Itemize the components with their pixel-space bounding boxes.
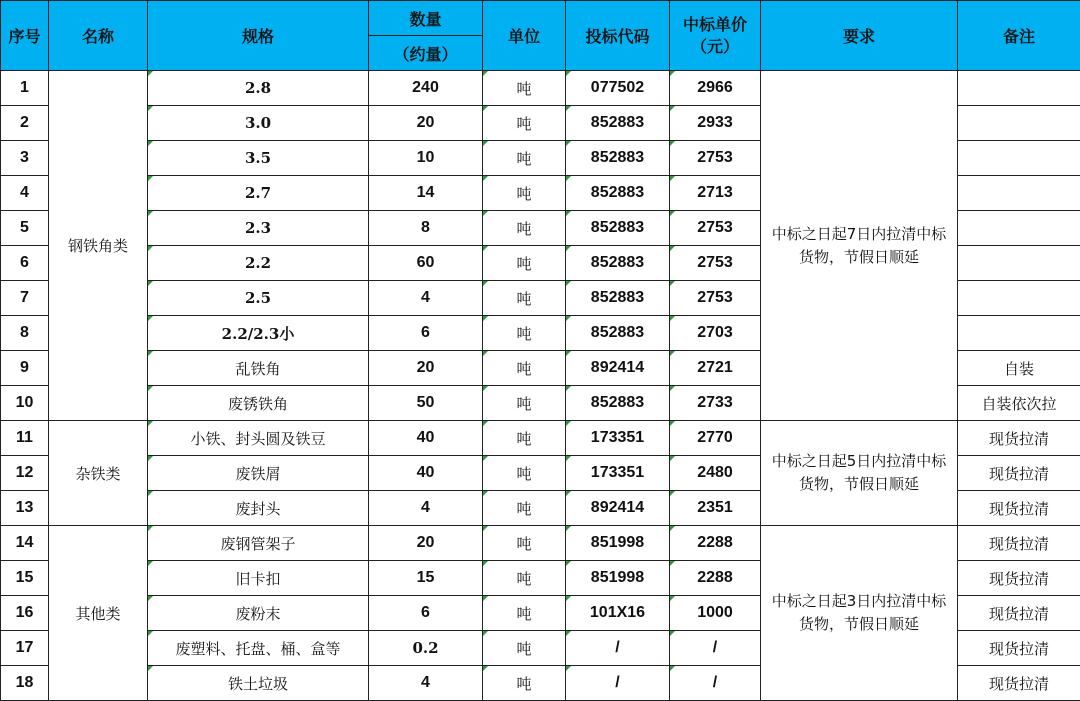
note-cell [958,281,1080,316]
qty-cell: 40 [369,456,483,491]
qty-cell: 20 [369,106,483,141]
code-cell: 852883 [566,141,670,176]
header-note: 备注 [958,1,1080,71]
unit-cell: 吨 [483,71,566,106]
code-cell: 852883 [566,176,670,211]
header-spec: 规格 [148,1,369,71]
code-cell: 101X16 [566,596,670,631]
category-cell: 其他类 [49,526,148,701]
code-cell: 852883 [566,211,670,246]
unit-cell: 吨 [483,561,566,596]
header-qty: 数量 [369,1,483,36]
requirement-cell: 中标之日起7日内拉清中标货物，节假日顺延 [761,71,958,421]
qty-cell: 15 [369,561,483,596]
header-price-top: 中标单价 [683,15,747,34]
seq-cell: 12 [1,456,49,491]
unit-cell: 吨 [483,631,566,666]
note-cell [958,141,1080,176]
seq-cell: 7 [1,281,49,316]
qty-cell: 6 [369,316,483,351]
seq-cell: 3 [1,141,49,176]
qty-cell: 60 [369,246,483,281]
code-cell: 852883 [566,246,670,281]
unit-cell: 吨 [483,666,566,701]
spec-cell: 废钢管架子 [148,526,369,561]
seq-cell: 17 [1,631,49,666]
price-cell: 2288 [670,526,761,561]
code-cell: 851998 [566,561,670,596]
spec-cell: 3.0 [148,106,369,141]
unit-cell: 吨 [483,211,566,246]
note-cell [958,106,1080,141]
header-price [670,1,761,71]
seq-cell: 8 [1,316,49,351]
spec-cell: 2.2 [148,246,369,281]
code-cell: / [566,666,670,701]
seq-cell: 2 [1,106,49,141]
unit-cell: 吨 [483,281,566,316]
spec-cell: 小铁、封头圆及铁豆 [148,421,369,456]
note-cell: 自装 [958,351,1080,386]
category-cell: 钢铁角类 [49,71,148,421]
spec-cell: 铁土垃圾 [148,666,369,701]
unit-cell: 吨 [483,596,566,631]
price-cell: 2721 [670,351,761,386]
qty-cell: 240 [369,71,483,106]
unit-cell: 吨 [483,491,566,526]
note-cell: 现货拉清 [958,596,1080,631]
note-cell: 现货拉清 [958,491,1080,526]
note-cell: 现货拉清 [958,631,1080,666]
seq-cell: 10 [1,386,49,421]
code-cell: 173351 [566,421,670,456]
price-cell: 2703 [670,316,761,351]
seq-cell: 16 [1,596,49,631]
code-cell: 852883 [566,281,670,316]
qty-cell: 4 [369,281,483,316]
price-cell: / [670,666,761,701]
price-cell: 2753 [670,246,761,281]
spec-cell: 2.3 [148,211,369,246]
header-req: 要求 [761,1,958,71]
qty-cell: 50 [369,386,483,421]
seq-cell: 9 [1,351,49,386]
unit-cell: 吨 [483,421,566,456]
price-cell: 2733 [670,386,761,421]
category-cell: 杂铁类 [49,421,148,526]
note-cell [958,246,1080,281]
price-cell: 2351 [670,491,761,526]
seq-cell: 6 [1,246,49,281]
unit-cell: 吨 [483,246,566,281]
note-cell: 现货拉清 [958,421,1080,456]
header-price-bottom: （元） [691,37,739,56]
spec-cell: 3.5 [148,141,369,176]
qty-cell: 20 [369,526,483,561]
price-cell: 2753 [670,141,761,176]
spec-cell: 废塑料、托盘、桶、盒等 [148,631,369,666]
price-cell: 2288 [670,561,761,596]
note-cell: 现货拉清 [958,561,1080,596]
code-cell: / [566,631,670,666]
code-cell: 173351 [566,456,670,491]
spec-cell: 旧卡扣 [148,561,369,596]
unit-cell: 吨 [483,176,566,211]
header-unit: 单位 [483,1,566,71]
seq-cell: 15 [1,561,49,596]
header-qty-approx: （约量） [369,36,483,71]
requirement-cell: 中标之日起5日内拉清中标货物，节假日顺延 [761,421,958,526]
spec-cell: 废封头 [148,491,369,526]
table-row [1,71,1080,106]
spec-cell: 废铁屑 [148,456,369,491]
price-cell: / [670,631,761,666]
price-cell: 2933 [670,106,761,141]
qty-cell: 0.2 [369,631,483,666]
code-cell: 892414 [566,491,670,526]
price-cell: 2713 [670,176,761,211]
code-cell: 892414 [566,351,670,386]
qty-cell: 4 [369,491,483,526]
seq-cell: 14 [1,526,49,561]
header-code: 投标代码 [566,1,670,71]
header-name: 名称 [49,1,148,71]
qty-cell: 10 [369,141,483,176]
seq-cell: 1 [1,71,49,106]
qty-cell: 40 [369,421,483,456]
code-cell: 852883 [566,106,670,141]
spec-cell: 2.2/2.3小 [148,316,369,351]
unit-cell: 吨 [483,456,566,491]
note-cell [958,176,1080,211]
qty-cell: 6 [369,596,483,631]
note-cell: 现货拉清 [958,526,1080,561]
note-cell [958,316,1080,351]
note-cell: 现货拉清 [958,666,1080,701]
qty-cell: 14 [369,176,483,211]
code-cell: 852883 [566,386,670,421]
spec-cell: 2.5 [148,281,369,316]
table-row [1,526,1080,561]
unit-cell: 吨 [483,106,566,141]
seq-cell: 4 [1,176,49,211]
seq-cell: 5 [1,211,49,246]
table-row [1,421,1080,456]
qty-cell: 8 [369,211,483,246]
seq-cell: 18 [1,666,49,701]
spec-cell: 废锈铁角 [148,386,369,421]
code-cell: 077502 [566,71,670,106]
spec-cell: 废粉末 [148,596,369,631]
note-cell: 现货拉清 [958,456,1080,491]
qty-cell: 4 [369,666,483,701]
spec-cell: 2.8 [148,71,369,106]
note-cell [958,71,1080,106]
price-cell: 2770 [670,421,761,456]
requirement-cell: 中标之日起3日内拉清中标货物，节假日顺延 [761,526,958,701]
price-cell: 2753 [670,211,761,246]
unit-cell: 吨 [483,351,566,386]
seq-cell: 11 [1,421,49,456]
unit-cell: 吨 [483,316,566,351]
spec-cell: 2.7 [148,176,369,211]
header-seq: 序号 [1,1,49,71]
price-cell: 2753 [670,281,761,316]
note-cell [958,211,1080,246]
price-cell: 2966 [670,71,761,106]
price-cell: 2480 [670,456,761,491]
code-cell: 852883 [566,316,670,351]
seq-cell: 13 [1,491,49,526]
price-cell: 1000 [670,596,761,631]
unit-cell: 吨 [483,526,566,561]
qty-cell: 20 [369,351,483,386]
note-cell: 自装依次拉 [958,386,1080,421]
spec-cell: 乱铁角 [148,351,369,386]
unit-cell: 吨 [483,141,566,176]
unit-cell: 吨 [483,386,566,421]
code-cell: 851998 [566,526,670,561]
